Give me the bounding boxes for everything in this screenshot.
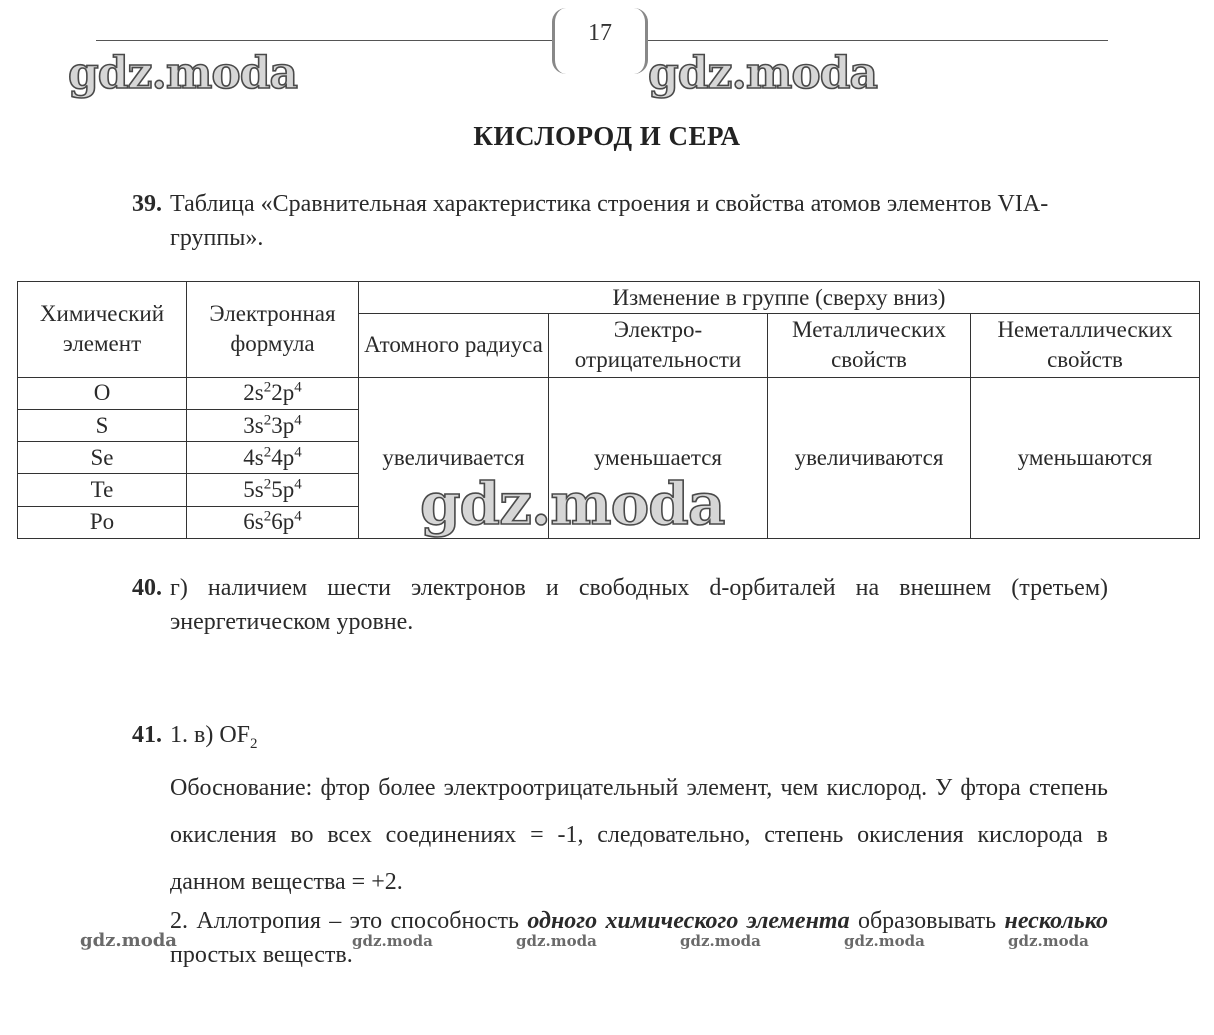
header-rule-right: [648, 40, 1108, 41]
element-cell: O: [18, 377, 187, 409]
header-nonmetallic: Неметаллических свойств: [971, 314, 1200, 377]
header-formula: Электронная формула: [187, 282, 359, 378]
watermark-small: gdz.moda: [80, 930, 177, 951]
watermark-small: gdz.moda: [1008, 932, 1089, 950]
trend-metallic: увеличиваются: [768, 377, 971, 538]
trend-nonmetallic: уменьшаются: [971, 377, 1200, 538]
question-number-40: 40.: [132, 575, 162, 601]
formula-cell: $3s^23p^4$: [187, 409, 359, 441]
element-cell: Se: [18, 442, 187, 474]
question-number-41: 41.: [132, 722, 162, 748]
formula-cell: $4s^24p^4$: [187, 442, 359, 474]
header-electronegativity: Электро-отрицательности: [549, 314, 768, 377]
watermark-small: gdz.moda: [516, 932, 597, 950]
question-40-text: г) наличием шести электронов и свободных d-орбиталей на внешнем (третьем) энергетическом уровне.: [170, 575, 1108, 635]
header-rule-left: [96, 40, 552, 41]
element-cell: Po: [18, 506, 187, 538]
element-cell: Te: [18, 474, 187, 506]
question-41-justification: Обоснование: фтор более электроотрицательный элемент, чем кислород. У фтора степень окисления во всех соединениях = -1, следовательно, степень окисления кислорода в данном вещества = +2.: [170, 775, 1108, 895]
watermark: gdz.moda: [420, 470, 725, 538]
formula-cell: $6s^26p^4$: [187, 506, 359, 538]
header-group-change: Изменение в группе (сверху вниз): [359, 282, 1200, 314]
formula-cell: $2s^22p^4$: [187, 377, 359, 409]
header-metallic: Металлических свойств: [768, 314, 971, 377]
table-row: [18, 377, 1200, 409]
page-number: 17: [588, 20, 612, 46]
question-41-answer: 1. в) $OF_2$: [170, 722, 258, 752]
header-element: Химический элемент: [18, 282, 187, 378]
section-title: КИСЛОРОД И СЕРА: [473, 121, 741, 151]
trend-electronegativity: уменьшается: [549, 377, 768, 538]
watermark-small: gdz.moda: [680, 932, 761, 950]
watermark: gdz.moda: [68, 48, 298, 99]
formula-cell: $5s^25p^4$: [187, 474, 359, 506]
question-41-allotropy: 2. Аллотропия – это способность одного химического элемента образовывать несколько простых веществ.: [170, 908, 1108, 968]
question-number-39: 39.: [132, 191, 162, 217]
watermark-small: gdz.moda: [352, 932, 433, 950]
question-39-text: Таблица «Сравнительная характеристика строения и свойства атомов элементов VIA-группы».: [170, 191, 1049, 251]
trend-radius: увеличивается: [359, 377, 549, 538]
watermark: gdz.moda: [648, 48, 878, 99]
watermark-small: gdz.moda: [844, 932, 925, 950]
element-cell: S: [18, 409, 187, 441]
header-atomic-radius: Атомного радиуса: [359, 314, 549, 377]
